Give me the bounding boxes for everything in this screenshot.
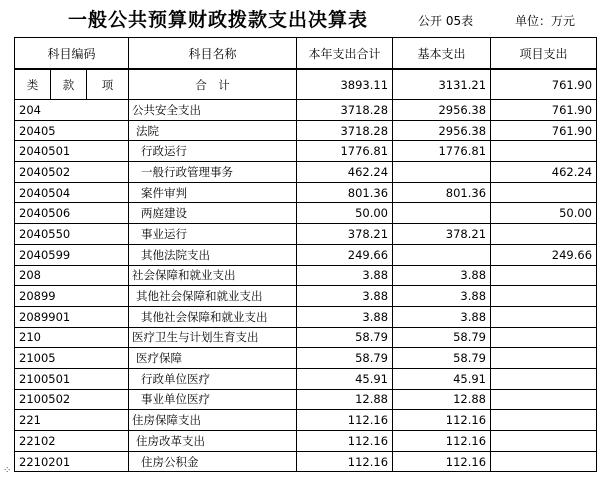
- row-code: 2040506: [15, 203, 129, 224]
- row-total: 249.66: [297, 244, 393, 265]
- row-project: 462.24: [491, 162, 597, 183]
- row-basic: 12.88: [393, 389, 491, 410]
- row-code: 2040501: [15, 141, 129, 162]
- row-name: 案件审判: [129, 182, 297, 203]
- row-name: 住房公积金: [129, 451, 297, 472]
- row-code: 208: [15, 265, 129, 286]
- col-header-name: 科目名称: [129, 38, 297, 70]
- row-name: 社会保障和就业支出: [129, 265, 297, 286]
- row-code: 2040504: [15, 182, 129, 203]
- row-code: 2089901: [15, 306, 129, 327]
- report-code: 公开 05表: [418, 14, 474, 28]
- row-basic: [393, 162, 491, 183]
- row-total: 3718.28: [297, 120, 393, 141]
- row-code: 221: [15, 410, 129, 431]
- row-total: 112.16: [297, 431, 393, 452]
- row-total: 112.16: [297, 410, 393, 431]
- row-total: 45.91: [297, 368, 393, 389]
- row-project: [491, 431, 597, 452]
- row-total: 58.79: [297, 348, 393, 369]
- row-code: 20405: [15, 120, 129, 141]
- row-name: 公共安全支出: [129, 100, 297, 121]
- row-name: 住房改革支出: [129, 431, 297, 452]
- row-name: 事业单位医疗: [129, 389, 297, 410]
- row-total: 378.21: [297, 224, 393, 245]
- row-name: 行政单位医疗: [129, 368, 297, 389]
- row-code: 20899: [15, 286, 129, 307]
- row-total: 112.16: [297, 451, 393, 472]
- row-total: 3718.28: [297, 100, 393, 121]
- row-name: 医疗保障: [129, 348, 297, 369]
- row-project: [491, 368, 597, 389]
- row-name: 两庭建设: [129, 203, 297, 224]
- row-project: 249.66: [491, 244, 597, 265]
- row-basic: 2956.38: [393, 120, 491, 141]
- table-row: [15, 368, 597, 389]
- report-header: [0, 0, 602, 36]
- row-project: [491, 224, 597, 245]
- table-row: [15, 410, 597, 431]
- row-name: 行政运行: [129, 141, 297, 162]
- row-project: [491, 348, 597, 369]
- table-row: [15, 120, 597, 141]
- table-row: [15, 431, 597, 452]
- row-total: 1776.81: [297, 141, 393, 162]
- total-row: [15, 69, 597, 100]
- resize-grip-icon[interactable]: ⁘: [3, 465, 12, 476]
- row-basic: 112.16: [393, 410, 491, 431]
- table-row: [15, 265, 597, 286]
- row-project: 761.90: [491, 120, 597, 141]
- row-code: 2040550: [15, 224, 129, 245]
- row-project: [491, 286, 597, 307]
- row-code: 210: [15, 327, 129, 348]
- table-row: [15, 182, 597, 203]
- subheader-kuan: 款: [51, 69, 87, 100]
- row-project: [491, 410, 597, 431]
- report-title: 一般公共预算财政拨款支出决算表: [68, 9, 369, 31]
- table-row: [15, 141, 597, 162]
- table-row: [15, 348, 597, 369]
- row-project: [491, 451, 597, 472]
- col-header-total: 本年支出合计: [297, 38, 393, 70]
- table-row: [15, 162, 597, 183]
- row-code: 22102: [15, 431, 129, 452]
- table-row: [15, 451, 597, 472]
- row-name: 一般行政管理事务: [129, 162, 297, 183]
- row-project: [491, 389, 597, 410]
- row-project: [491, 141, 597, 162]
- row-project: [491, 265, 597, 286]
- grand-project: 761.90: [491, 69, 597, 100]
- table-row: [15, 306, 597, 327]
- row-name: 其他法院支出: [129, 244, 297, 265]
- row-code: 21005: [15, 348, 129, 369]
- table-row: [15, 100, 597, 121]
- row-total: 801.36: [297, 182, 393, 203]
- table-row: [15, 286, 597, 307]
- table-row: [15, 389, 597, 410]
- row-basic: 3.88: [393, 265, 491, 286]
- row-code: 2040502: [15, 162, 129, 183]
- row-name: 医疗卫生与计划生育支出: [129, 327, 297, 348]
- row-basic: 801.36: [393, 182, 491, 203]
- row-basic: 112.16: [393, 451, 491, 472]
- col-header-basic: 基本支出: [393, 38, 491, 70]
- table-row: [15, 327, 597, 348]
- expenditure-table: [14, 37, 597, 472]
- total-label: 合 计: [129, 69, 297, 100]
- row-basic: 378.21: [393, 224, 491, 245]
- row-basic: 58.79: [393, 327, 491, 348]
- row-code: 2210201: [15, 451, 129, 472]
- row-basic: 45.91: [393, 368, 491, 389]
- row-total: 3.88: [297, 265, 393, 286]
- row-total: 3.88: [297, 306, 393, 327]
- report-unit: 单位：万元: [515, 14, 576, 28]
- row-name: 住房保障支出: [129, 410, 297, 431]
- col-header-code: 科目编码: [15, 38, 129, 70]
- subheader-lei: 类: [15, 69, 51, 100]
- table-row: [15, 244, 597, 265]
- row-code: 2100502: [15, 389, 129, 410]
- row-basic: 3.88: [393, 306, 491, 327]
- row-basic: 58.79: [393, 348, 491, 369]
- row-name: 法院: [129, 120, 297, 141]
- row-basic: [393, 203, 491, 224]
- row-project: [491, 182, 597, 203]
- row-code: 2100501: [15, 368, 129, 389]
- row-basic: 112.16: [393, 431, 491, 452]
- table-row: [15, 203, 597, 224]
- table-row: [15, 224, 597, 245]
- row-project: [491, 306, 597, 327]
- row-total: 462.24: [297, 162, 393, 183]
- grand-basic: 3131.21: [393, 69, 491, 100]
- row-total: 50.00: [297, 203, 393, 224]
- row-code: 204: [15, 100, 129, 121]
- row-project: [491, 327, 597, 348]
- row-total: 58.79: [297, 327, 393, 348]
- col-header-project: 项目支出: [491, 38, 597, 70]
- row-name: 事业运行: [129, 224, 297, 245]
- row-total: 3.88: [297, 286, 393, 307]
- subheader-xiang: 项: [87, 69, 129, 100]
- row-basic: 1776.81: [393, 141, 491, 162]
- row-name: 其他社会保障和就业支出: [129, 286, 297, 307]
- row-project: 761.90: [491, 100, 597, 121]
- row-name: 其他社会保障和就业支出: [129, 306, 297, 327]
- row-total: 12.88: [297, 389, 393, 410]
- row-basic: 3.88: [393, 286, 491, 307]
- row-code: 2040599: [15, 244, 129, 265]
- grand-total: 3893.11: [297, 69, 393, 100]
- row-basic: [393, 244, 491, 265]
- row-project: 50.00: [491, 203, 597, 224]
- row-basic: 2956.38: [393, 100, 491, 121]
